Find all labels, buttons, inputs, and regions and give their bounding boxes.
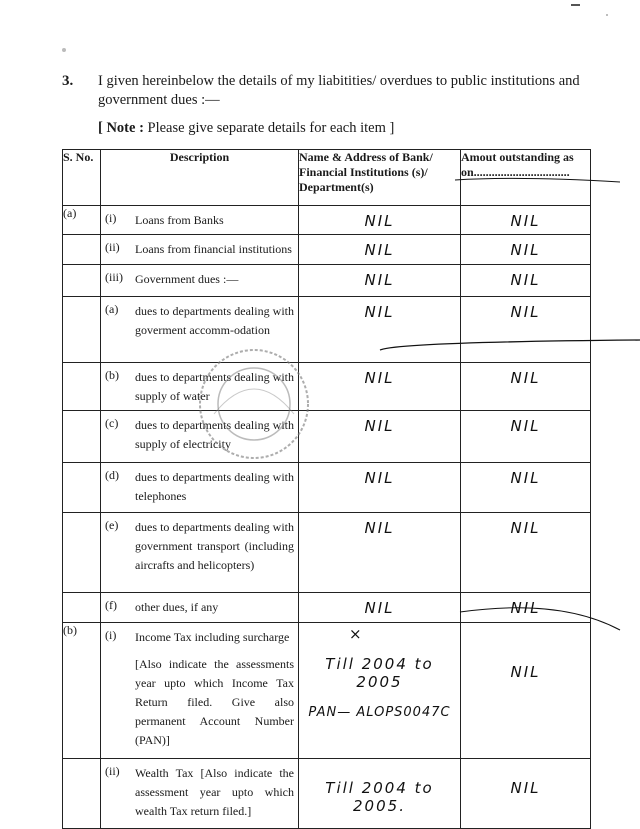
row-roman: (a) — [105, 302, 119, 316]
row-desc-text: Loans from financial institutions — [135, 242, 292, 256]
handwritten-name: NIL — [364, 369, 395, 387]
section-intro: I given hereinbelow the details of my liabitities/ overdues to public institutions and government dues :— — [98, 73, 580, 108]
handwritten-amount: NIL — [510, 779, 541, 797]
handwritten-mark: × — [349, 625, 364, 643]
note-text: Please give separate details for each item ] — [147, 120, 395, 136]
handwritten-amount: NIL — [510, 241, 541, 259]
row-desc-text: Government dues :— — [135, 272, 239, 286]
handwritten-name: NIL — [364, 241, 395, 259]
row-roman: (iii) — [105, 270, 123, 284]
handwritten-name: NIL — [364, 303, 395, 321]
row-sno: (a) — [63, 206, 101, 235]
handwritten-name: NIL — [364, 469, 395, 487]
row-desc-text: dues to departments dealing with goverment accomm-odation — [135, 304, 294, 337]
income-tax-title: Income Tax including surcharge — [135, 630, 290, 644]
handwritten-pan: PAN— ALOPS0047C — [308, 705, 451, 720]
handwritten-amount: NIL — [510, 369, 541, 387]
handwritten-amount: NIL — [510, 599, 541, 617]
row-desc-text: dues to departments dealing with supply of electricity — [135, 418, 294, 451]
handwritten-name: NIL — [364, 519, 395, 537]
handwritten-amount: NIL — [510, 271, 541, 289]
handwritten-amount: NIL — [510, 469, 541, 487]
row-roman: (f) — [105, 598, 117, 612]
handwritten-amount: NIL — [510, 417, 541, 435]
row-desc-text: dues to departments dealing with supply of water — [135, 370, 294, 403]
row-desc-text: Loans from Banks — [135, 213, 224, 227]
handwritten-name: NIL — [364, 212, 395, 230]
header-amount: Amout outstanding as on................................ — [461, 150, 591, 206]
handwritten-amount: NIL — [510, 303, 541, 321]
row-roman: (b) — [105, 368, 119, 382]
row-roman: (d) — [105, 468, 119, 482]
header-sno: S. No. — [63, 150, 101, 206]
note-label: [ Note : — [98, 120, 144, 136]
row-desc-text: other dues, if any — [135, 600, 219, 614]
handwritten-amount: NIL — [510, 519, 541, 537]
row-roman: (e) — [105, 518, 119, 532]
row-desc-text: dues to departments dealing with government transport (including aircrafts and helicopters) — [135, 520, 294, 572]
row-roman: (i) — [105, 211, 117, 225]
row-roman: (ii) — [105, 240, 120, 254]
handwritten-name: NIL — [364, 417, 395, 435]
row-roman: (i) — [105, 628, 117, 642]
header-description: Description — [101, 150, 299, 206]
header-name-address: Name & Address of Bank/ Financial Institutions (s)/ Department(s) — [299, 150, 461, 206]
handwritten-amount: NIL — [510, 663, 541, 681]
handwritten-amount: NIL — [510, 212, 541, 230]
handwritten-name: NIL — [364, 271, 395, 289]
income-tax-note: [Also indicate the assessments year upto which Income Tax Return filed. Give also permanent Account Number (PAN)] — [135, 657, 294, 747]
row-roman: (ii) — [105, 764, 120, 778]
handwritten-name: Till 2004 to 2005. — [325, 779, 434, 815]
handwritten-period: Till 2004 to 2005 — [325, 655, 434, 691]
row-sno: (b) — [63, 623, 101, 759]
row-desc-text: dues to departments dealing with telephones — [135, 470, 294, 503]
row-desc-text: Wealth Tax [Also indicate the assessment year upto which wealth Tax return filed.] — [135, 766, 294, 818]
row-roman: (c) — [105, 416, 119, 430]
handwritten-name: NIL — [364, 599, 395, 617]
section-number: 3. — [62, 73, 74, 89]
